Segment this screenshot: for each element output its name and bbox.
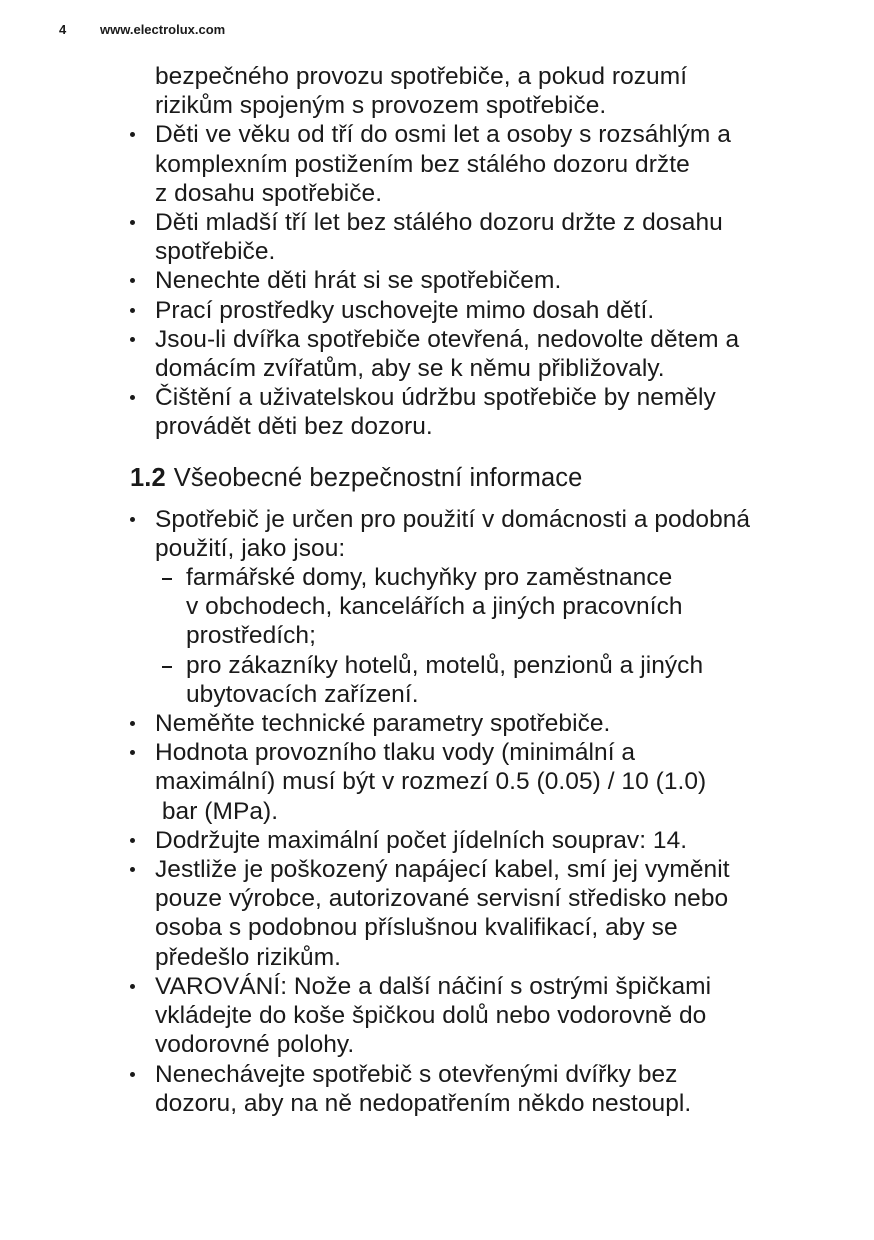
list-item	[0, 855, 874, 972]
text-line: komplexním postižením bez stálého dozoru držte	[155, 150, 690, 178]
bullet-icon	[130, 395, 135, 400]
text-line: Dodržujte maximální počet jídelních souprav: 14.	[155, 826, 688, 854]
list-item	[0, 296, 874, 325]
section-number: 1.2	[130, 463, 166, 492]
dash-icon	[162, 666, 172, 668]
bullet-icon	[130, 750, 135, 755]
list-item	[0, 709, 874, 738]
text-line: z dosahu spotřebiče.	[155, 179, 383, 207]
list-item	[0, 505, 874, 563]
section-title: Všeobecné bezpečnostní informace	[173, 463, 583, 492]
text-line: maximální) musí být v rozmezí 0.5 (0.05) / 10 (1.0)	[155, 768, 707, 796]
text-line: Nenechávejte spotřebič s otevřenými dvířky bez	[155, 1060, 678, 1088]
bullet-icon	[130, 984, 135, 989]
list-item	[0, 208, 874, 266]
text-line: předešlo rizikům.	[155, 943, 342, 971]
list-item	[0, 1060, 874, 1118]
text-line: Čištění a uživatelskou údržbu spotřebiče by neměly	[155, 384, 716, 412]
text-line: prostředích;	[186, 622, 316, 650]
bullet-icon	[130, 278, 135, 283]
page-header	[59, 22, 225, 38]
page-number: 4	[59, 22, 67, 37]
bullet-icon	[130, 721, 135, 726]
text-line: Děti ve věku od tří do osmi let a osoby s rozsáhlým a	[155, 121, 731, 149]
text-line: použití, jako jsou:	[155, 534, 346, 562]
text-line: Jsou-li dvířka spotřebiče otevřená, nedovolte dětem a	[155, 325, 740, 353]
list-item	[0, 826, 874, 855]
text-line: Neměňte technické parametry spotřebiče.	[155, 710, 611, 738]
list-item	[0, 266, 874, 295]
sub-list-item	[0, 651, 874, 709]
text-line: Hodnota provozního tlaku vody (minimální a	[155, 739, 636, 767]
text-line: provádět děti bez dozoru.	[155, 413, 433, 441]
bullet-icon	[130, 308, 135, 313]
text-line: vkládejte do koše špičkou dolů nebo vodorovně do	[155, 1002, 707, 1030]
text-line: bar (MPa).	[155, 797, 279, 825]
general-safety-list	[0, 505, 874, 1118]
text-line: Nenechte děti hrát si se spotřebičem.	[155, 267, 562, 295]
children-safety-list	[0, 62, 874, 442]
bullet-icon	[130, 867, 135, 872]
dash-icon	[162, 578, 172, 580]
list-item	[0, 120, 874, 208]
bullet-icon	[130, 132, 135, 137]
text-line: Děti mladší tří let bez stálého dozoru držte z dosahu	[155, 209, 723, 237]
text-line: osoba s podobnou příslušnou kvalifikací, aby se	[155, 914, 678, 942]
continued-paragraph	[0, 62, 874, 120]
text-line: dozoru, aby na ně nedopatřením někdo nestoupl.	[155, 1089, 692, 1117]
list-item	[0, 325, 874, 383]
text-line: pouze výrobce, autorizované servisní středisko nebo	[155, 885, 729, 913]
text-line: ubytovacích zařízení.	[186, 680, 419, 708]
text-line: bezpečného provozu spotřebiče, a pokud rozumí	[155, 63, 688, 90]
text-line: rizikům spojeným s provozem spotřebiče.	[155, 92, 607, 120]
text-line: v obchodech, kancelářích a jiných pracovních	[186, 593, 683, 621]
bullet-icon	[130, 838, 135, 843]
list-item	[0, 972, 874, 1060]
list-item	[0, 738, 874, 826]
bullet-icon	[130, 220, 135, 225]
bullet-icon	[130, 337, 135, 342]
text-line: domácím zvířatům, aby se k němu přibližovaly.	[155, 355, 665, 383]
text-line: VAROVÁNÍ: Nože a další náčiní s ostrými špičkami	[155, 972, 712, 1000]
document-body	[0, 62, 874, 1118]
list-item	[0, 383, 874, 441]
text-line: pro zákazníky hotelů, motelů, penzionů a jiných	[186, 651, 704, 679]
website-url: www.electrolux.com	[100, 22, 226, 37]
text-line: vodorovné polohy.	[155, 1031, 355, 1059]
bullet-icon	[130, 517, 135, 522]
section-heading	[0, 463, 874, 493]
text-line: farmářské domy, kuchyňky pro zaměstnance	[186, 564, 673, 592]
bullet-icon	[130, 1072, 135, 1077]
text-line: Prací prostředky uschovejte mimo dosah dětí.	[155, 296, 655, 324]
sub-list-item	[0, 563, 874, 651]
text-line: Spotřebič je určen pro použití v domácnosti a podobná	[155, 505, 751, 533]
text-line: spotřebiče.	[155, 238, 276, 266]
text-line: Jestliže je poškozený napájecí kabel, smí jej vyměnit	[155, 856, 730, 884]
